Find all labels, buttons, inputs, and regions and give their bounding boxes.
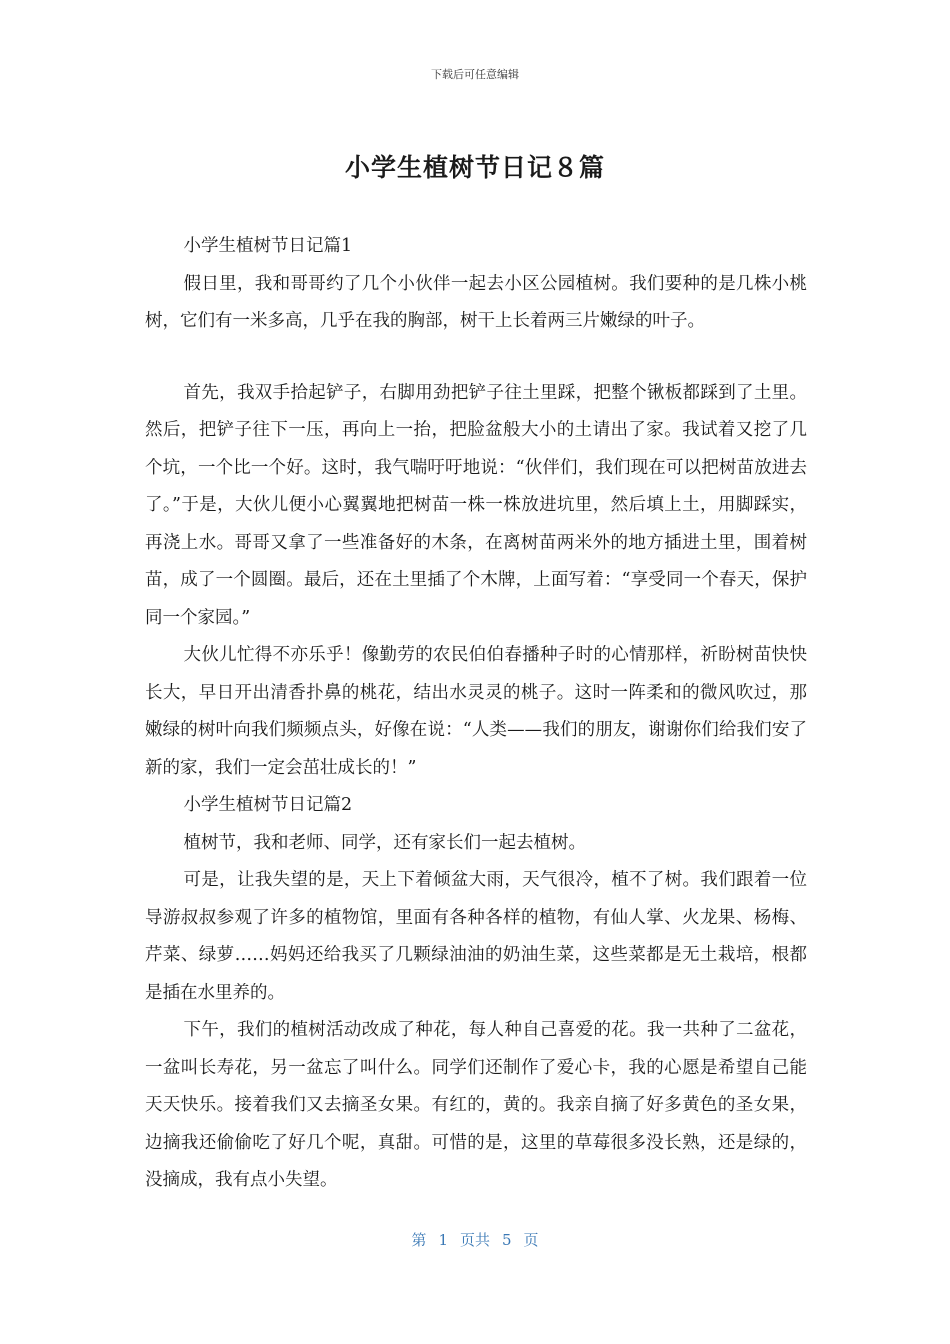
- footer-current-page: 1: [438, 1231, 448, 1249]
- footer-total-pages: 5: [502, 1231, 512, 1249]
- paragraph: 下午，我们的植树活动改成了种花，每人种自己喜爱的花。我一共种了二盆花，一盆叫长寿花，另一盆忘了叫什么。同学们还制作了爱心卡，我的心愿是希望自己能天天快乐。接着我们又去摘圣女果。有红的，黄的。我亲自摘了好多黄色的圣女果，边摘我还偷偷吃了好几个呢，真甜。可惜的是，这里的草莓很多没长熟，还是绿的，没摘成，我有点小失望。: [145, 1020, 807, 1190]
- page-footer: [0, 1229, 950, 1250]
- footer-label-end: 页: [523, 1231, 539, 1249]
- paragraph: 植树节，我和老师、同学，还有家长们一起去植树。: [183, 832, 586, 853]
- page-title: 小学生植树节日记８篇: [344, 153, 605, 182]
- document-body: [145, 228, 807, 1200]
- section-heading: 小学生植树节日记篇2: [183, 795, 353, 815]
- paragraph: 大伙儿忙得不亦乐乎！像勤劳的农民伯伯春播种子时的心情那样，祈盼树苗快快长大，早日开出清香扑鼻的桃花，结出水灵灵的桃子。这时一阵柔和的微风吹过，那嫩绿的树叶向我们频频点头，好像在说：“人类——我们的朋友，谢谢你们给我们安了新的家，我们一定会茁壮成长的！”: [145, 645, 807, 778]
- section-heading: 小学生植树节日记篇1: [183, 236, 353, 256]
- footer-label-page: 第: [411, 1231, 427, 1249]
- footer-label-total: 页共: [459, 1231, 490, 1249]
- paragraph-gap: [145, 341, 807, 375]
- paragraph: 可是，让我失望的是，天上下着倾盆大雨，天气很冷，植不了树。我们跟着一位导游叔叔参观了许多的植物馆，里面有各种各样的植物，有仙人掌、火龙果、杨梅、芹菜、绿萝……妈妈还给我买了几颗绿油油的奶油生菜，这些菜都是无土栽培，根都是插在水里养的。: [145, 870, 807, 1003]
- paragraph: 首先，我双手拾起铲子，右脚用劲把铲子往土里踩，把整个锹板都踩到了土里。然后，把铲子往下一压，再向上一抬，把脸盆般大小的土请出了家。我试着又挖了几个坑，一个比一个好。这时，我气喘吁吁地说：“伙伴们，我们现在可以把树苗放进去了。”于是，大伙儿便小心翼翼地把树苗一株一株放进坑里，然后填上土，用脚踩实，再浇上水。哥哥又拿了一些准备好的木条，在离树苗两米外的地方插进土里，围着树苗，成了一个圆圈。最后，还在土里插了个木牌，上面写着：“享受同一个春天，保护同一个家园。”: [145, 382, 807, 628]
- header-note: 下载后可任意编辑: [431, 68, 519, 81]
- paragraph: 假日里，我和哥哥约了几个小伙伴一起去小区公园植树。我们要种的是几株小桃树，它们有一米多高，几乎在我的胸部，树干上长着两三片嫩绿的叶子。: [145, 273, 807, 331]
